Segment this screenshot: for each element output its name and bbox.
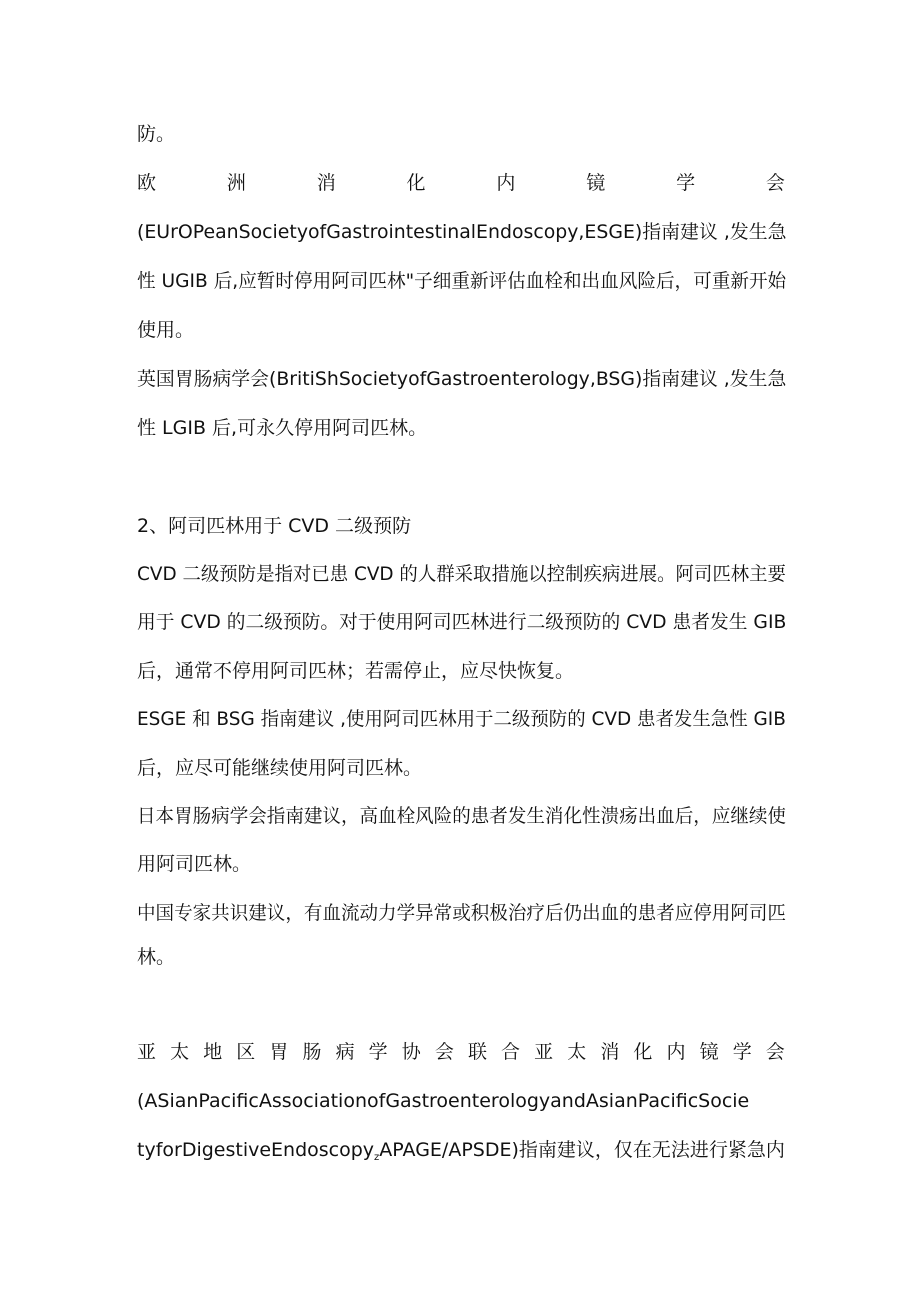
char: 会 <box>765 1041 785 1063</box>
char: 消 <box>600 1041 620 1063</box>
char: 镜 <box>586 172 606 194</box>
subscript: z <box>374 1152 380 1163</box>
char: 肠 <box>302 1041 322 1063</box>
text-line: 林。 <box>137 946 176 968</box>
char: 内 <box>666 1041 686 1063</box>
text-line: (EUrOPeanSocietyofGastrointestinalEndoscopy,ESGE)指南建议 ,发生急 <box>137 221 787 243</box>
char: 会 <box>765 172 785 194</box>
text-line: 用于 CVD 的二级预防。对于使用阿司匹林进行二级预防的 CVD 患者发生 GIB <box>137 611 787 633</box>
text-line <box>137 1137 785 1163</box>
char: 协 <box>401 1041 421 1063</box>
char: 学 <box>368 1041 388 1063</box>
text-line: 日本胃肠病学会指南建议，高血栓风险的患者发生消化性溃疡出血后，应继续使 <box>137 805 786 827</box>
section-heading: 2、阿司匹林用于 CVD 二级预防 <box>137 515 412 537</box>
text-line: 防。 <box>137 123 176 145</box>
justified-heading-line <box>137 170 785 196</box>
char: 太 <box>567 1041 587 1063</box>
char: 地 <box>203 1041 223 1063</box>
char: 区 <box>236 1041 256 1063</box>
text-line: (ASianPacificAssociationofGastroenterologyandAsianPacificSocie <box>137 1090 750 1112</box>
text-line: 使用。 <box>137 319 195 341</box>
text-line: 后，通常不停用阿司匹林；若需停止，应尽快恢复。 <box>137 660 575 682</box>
justified-heading-line <box>137 1039 785 1065</box>
char: 太 <box>170 1041 190 1063</box>
text-segment: tyforDigestiveEndoscopy <box>137 1139 375 1161</box>
char: 消 <box>316 172 336 194</box>
char: 化 <box>633 1041 653 1063</box>
char: 亚 <box>137 1041 157 1063</box>
char: 胃 <box>269 1041 289 1063</box>
text-line: 用阿司匹林。 <box>137 853 252 875</box>
char: 会 <box>434 1041 454 1063</box>
text-line: 性 UGIB 后,应暂时停用阿司匹林"子细重新评估血栓和出血风险后，可重新开始 <box>137 270 787 292</box>
char: 学 <box>676 172 696 194</box>
text-line: CVD 二级预防是指对已患 CVD 的人群采取措施以控制疾病进展。阿司匹林主要 <box>137 563 786 585</box>
char: 镜 <box>699 1041 719 1063</box>
text-line: 英国胃肠病学会(BritiShSocietyofGastroenterology,BSG)指南建议 ,发生急 <box>137 368 787 390</box>
text-segment: APAGE/APSDE)指南建议，仅在无法进行紧急内 <box>379 1139 785 1161</box>
char: 联 <box>467 1041 487 1063</box>
text-line: 中国专家共识建议，有血流动力学异常或积极治疗后仍出血的患者应停用阿司匹 <box>137 902 786 924</box>
char: 欧 <box>137 172 157 194</box>
text-line: 后，应尽可能继续使用阿司匹林。 <box>137 757 423 779</box>
char: 亚 <box>534 1041 554 1063</box>
char: 化 <box>406 172 426 194</box>
char: 内 <box>496 172 516 194</box>
text-line: ESGE 和 BSG 指南建议 ,使用阿司匹林用于二级预防的 CVD 患者发生急性 GIB <box>137 708 786 730</box>
char: 洲 <box>226 172 246 194</box>
char: 学 <box>732 1041 752 1063</box>
text-line: 性 LGIB 后,可永久停用阿司匹林。 <box>137 417 428 439</box>
char: 合 <box>501 1041 521 1063</box>
char: 病 <box>335 1041 355 1063</box>
